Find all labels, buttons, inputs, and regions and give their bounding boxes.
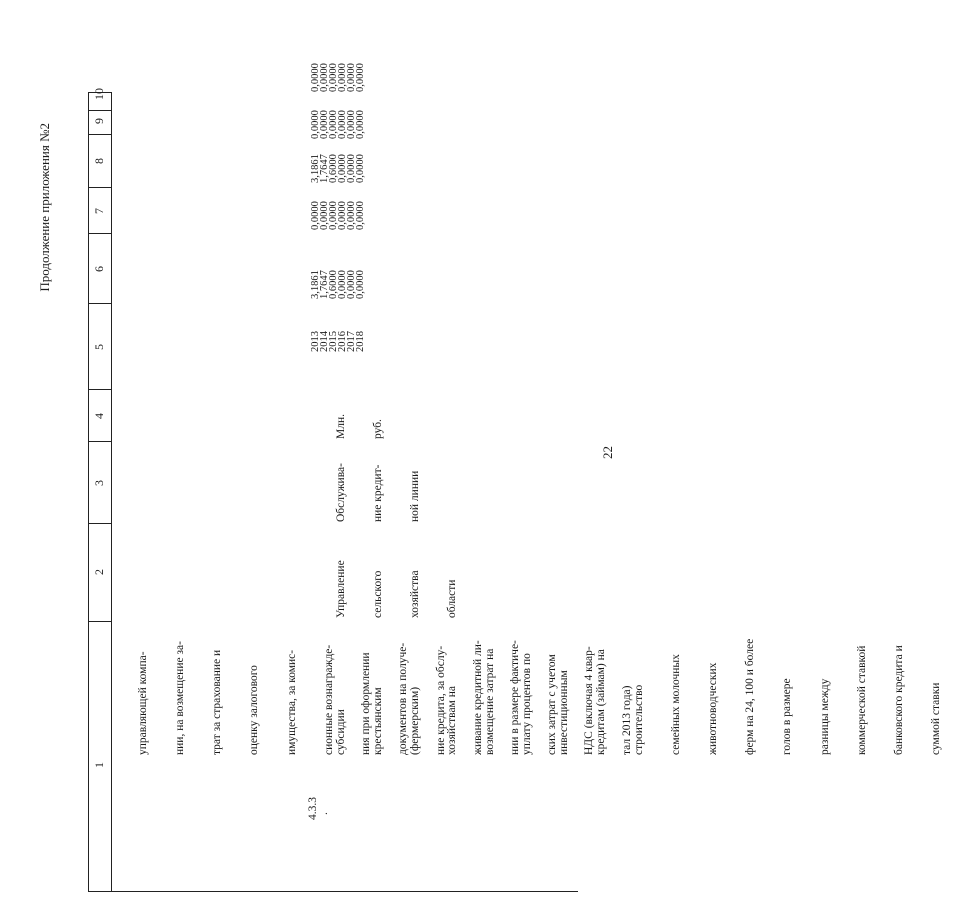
year-value: 2013 (310, 331, 321, 352)
cell-value: 0,0000 (328, 110, 339, 139)
text-line: Млн. (334, 414, 347, 439)
cell-value: 1,7647 (319, 154, 330, 183)
text-line: тал 2013 года) (620, 685, 633, 755)
text-line: субсидии (334, 709, 347, 755)
row-col8-values (311, 154, 365, 183)
cell-value: 0,0000 (346, 270, 357, 299)
text-line: нии, на возмещение за- (174, 641, 187, 755)
col-divider (88, 233, 112, 234)
row-col10-values (311, 63, 365, 92)
text-line: живание кредитной ли- (471, 640, 484, 755)
cell-value: 0,0000 (346, 63, 357, 92)
text-line: Управление (334, 560, 347, 618)
page-number: 22 (600, 446, 615, 459)
cell-value: 0,0000 (337, 63, 348, 92)
header-col-4: 4 (92, 413, 106, 419)
cell-value: 0,0000 (319, 63, 330, 92)
cell-value: 0,0000 (337, 110, 348, 139)
cell-value: 0,6000 (328, 270, 339, 299)
cell-value: 0,0000 (355, 270, 366, 299)
header-col-5: 5 (92, 344, 106, 350)
text-line: ние кредита, за обслу- (434, 645, 447, 755)
cell-value: 0,0000 (319, 201, 330, 230)
cell-value: 3,1861 (310, 154, 321, 183)
year-value: 2016 (337, 331, 348, 352)
header-col-7: 7 (92, 208, 106, 214)
cell-value: 0,6000 (328, 154, 339, 183)
text-line: области (446, 579, 459, 618)
table-left-border (88, 891, 578, 892)
text-line: строительство (632, 684, 645, 755)
row-unit (310, 414, 409, 439)
row-executor (310, 560, 484, 618)
cell-value: 0,0000 (355, 110, 366, 139)
col-divider (88, 303, 112, 304)
col-divider (88, 523, 112, 524)
header-col-2: 2 (92, 569, 106, 575)
header-col-3: 3 (92, 480, 106, 486)
text-line: (фермерским) (409, 686, 422, 755)
cell-value: 3,1861 (310, 270, 321, 299)
cell-value: 0,0000 (337, 154, 348, 183)
cell-value: 1,7647 (319, 270, 330, 299)
header-col-6: 6 (92, 266, 106, 272)
text-line: ских затрат с учетом (546, 654, 559, 755)
text-line: ной линии (409, 470, 422, 522)
year-value: 2015 (328, 331, 339, 352)
col-divider (88, 621, 112, 622)
year-value: 2018 (355, 331, 366, 352)
text-line: Обслужива- (334, 463, 347, 522)
cell-value: 0,0000 (328, 63, 339, 92)
text-line: голов в размере (781, 678, 794, 755)
text-line: коммерческой ставкой (855, 645, 868, 755)
text-line: управляющей компа- (136, 651, 149, 755)
cell-value: 0,0000 (310, 201, 321, 230)
text-line: сионные вознагражде- (322, 644, 335, 755)
cell-value: 0,0000 (310, 110, 321, 139)
cell-value: 0,0000 (346, 201, 357, 230)
text-line: руб. (372, 419, 385, 439)
text-line: сельского (372, 570, 385, 618)
cell-value: 0,0000 (355, 201, 366, 230)
text-line: разницы между (818, 678, 831, 755)
row-code: 4.3.3 (307, 797, 319, 820)
text-line: ние кредит- (372, 464, 385, 522)
cell-value: 0,0000 (346, 110, 357, 139)
header-col-10: 10 (92, 88, 106, 100)
text-line: оценку залогового (248, 665, 261, 755)
row-description (310, 639, 968, 755)
row-col9-values (311, 110, 365, 139)
row-col7-values (311, 201, 365, 230)
text-line: семейных молочных (669, 654, 682, 755)
col-divider (88, 441, 112, 442)
text-line: инвестиционным (558, 670, 571, 755)
text-line: животноводческих (707, 662, 719, 755)
text-line: уплату процентов по (520, 653, 533, 755)
text-line: хозяйствам на (446, 686, 459, 755)
text-line: ния при оформлении (360, 652, 373, 755)
text-line: ферм на 24, 100 и более (744, 638, 757, 755)
row-indicator (310, 463, 446, 522)
text-line: возмещение затрат на (483, 648, 496, 755)
text-line: крестьянским (372, 687, 385, 755)
text-line: кредитам (займам) на (595, 649, 608, 755)
year-value: 2014 (319, 331, 330, 352)
header-col-1: 1 (92, 762, 106, 768)
header-col-8: 8 (92, 158, 106, 164)
text-line: документов на получе- (397, 642, 410, 755)
cell-value: 0,0000 (310, 63, 321, 92)
col-divider (88, 389, 112, 390)
text-line: НДС (включая 4 квар- (583, 646, 596, 755)
cell-value: 0,0000 (346, 154, 357, 183)
cell-value: 0,0000 (328, 201, 339, 230)
col-divider (88, 187, 112, 188)
cell-value: 0,0000 (319, 110, 330, 139)
cell-value: 0,0000 (355, 154, 366, 183)
year-value: 2017 (346, 331, 357, 352)
text-line: банковского кредита и (893, 645, 906, 755)
row-years (311, 331, 365, 352)
row-col6-values (311, 270, 365, 299)
cell-value: 0,0000 (355, 63, 366, 92)
text-line: хозяйства (409, 570, 422, 618)
cell-value: 0,0000 (337, 201, 348, 230)
text-line: имущества, за комис- (285, 649, 298, 755)
text-line: трат за страхование и (211, 649, 224, 755)
row-marker: . (318, 812, 330, 815)
header-col-9: 9 (92, 118, 106, 124)
text-line: суммой ставки (930, 682, 943, 755)
cell-value: 0,0000 (337, 270, 348, 299)
appendix-title: Продолжение приложения №2 (37, 123, 52, 292)
text-line: нии в размере фактиче- (509, 640, 521, 755)
